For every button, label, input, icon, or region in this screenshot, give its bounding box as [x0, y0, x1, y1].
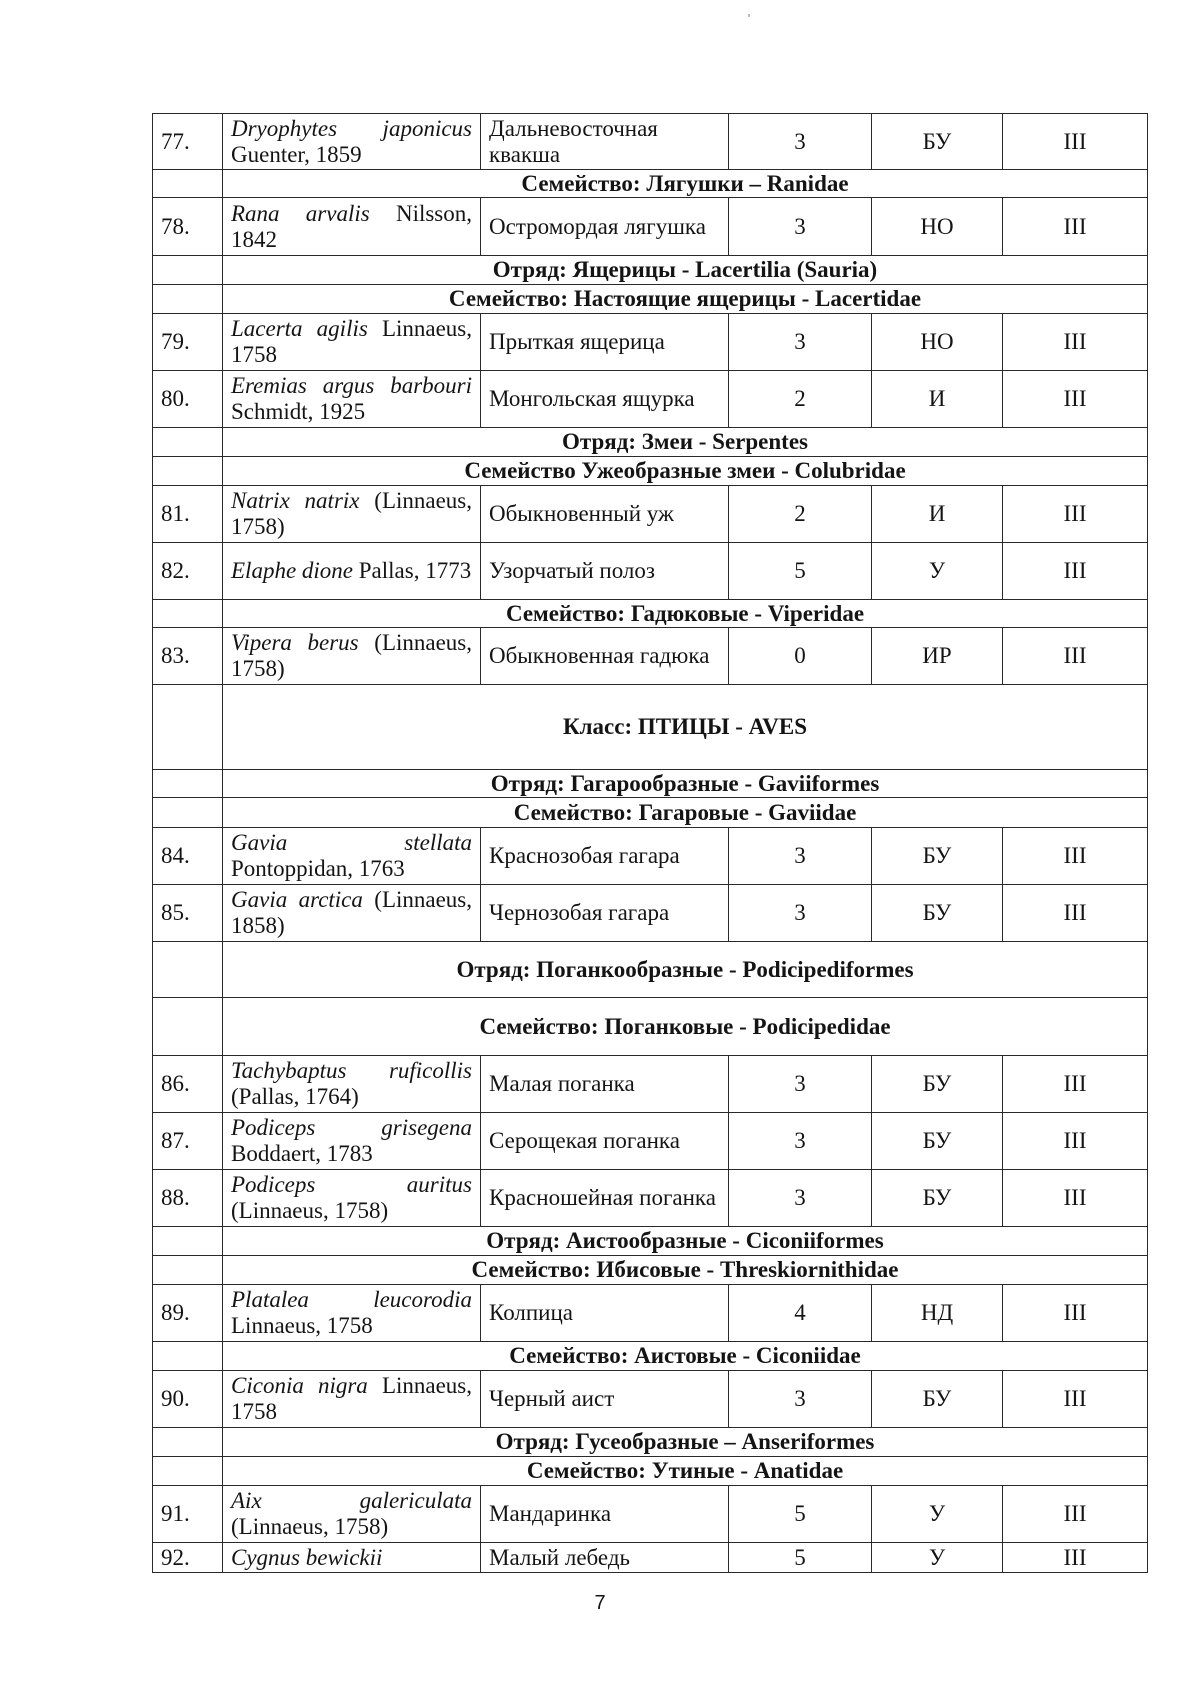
- russian-name: Остромордая лягушка: [481, 198, 729, 256]
- section-header: Класс: ПТИЦЫ - AVES: [223, 685, 1148, 770]
- status-code: ИР: [872, 628, 1003, 685]
- scientific-name: Eremias argus barbouri: [231, 373, 472, 398]
- species-table-body: [153, 114, 1148, 1573]
- row-number-empty: [153, 942, 223, 998]
- row-number-empty: [153, 600, 223, 628]
- row-number: 83.: [153, 628, 223, 685]
- scientific-name: Tachybaptus ruficollis: [231, 1058, 472, 1083]
- status-code: У: [872, 543, 1003, 600]
- section-header-row: [153, 170, 1148, 198]
- row-number-empty: [153, 1342, 223, 1371]
- status-code: У: [872, 1486, 1003, 1543]
- status-code: У: [872, 1543, 1003, 1573]
- row-number-empty: [153, 170, 223, 198]
- section-header: Семейство: Гагаровые - Gaviidae: [223, 798, 1148, 828]
- row-number-empty: [153, 256, 223, 285]
- taxon-author: Linnaeus, 1758: [231, 1313, 373, 1338]
- rarity-category: 3: [729, 1371, 872, 1428]
- rarity-category: 3: [729, 885, 872, 942]
- section-header: Семейство: Лягушки – Ranidae: [223, 170, 1148, 198]
- taxon-author: (Linnaeus, 1758): [231, 1514, 389, 1539]
- table-row: [153, 1056, 1148, 1113]
- row-number: 90.: [153, 1371, 223, 1428]
- rarity-category: 2: [729, 371, 872, 428]
- section-header: Отряд: Змеи - Serpentes: [223, 428, 1148, 457]
- section-header-row: [153, 428, 1148, 457]
- section-header: Отряд: Гусеобразные – Anseriformes: [223, 1428, 1148, 1457]
- scientific-name: Platalea leucorodia: [231, 1287, 472, 1312]
- protection-column: III: [1003, 1371, 1148, 1428]
- protection-column: III: [1003, 1285, 1148, 1342]
- table-row: [153, 628, 1148, 685]
- row-number-empty: [153, 798, 223, 828]
- section-header-row: [153, 942, 1148, 998]
- latin-name-cell: [223, 1371, 481, 1428]
- scientific-name: Podiceps auritus: [231, 1172, 472, 1197]
- section-header-row: [153, 600, 1148, 628]
- rarity-category: 5: [729, 1543, 872, 1573]
- taxon-author: Schmidt, 1925: [231, 399, 366, 424]
- table-row: [153, 543, 1148, 600]
- rarity-category: 4: [729, 1285, 872, 1342]
- scientific-name: Lacerta agilis: [231, 316, 368, 341]
- taxon-author: Guenter, 1859: [231, 141, 362, 167]
- rarity-category: 0: [729, 628, 872, 685]
- row-number: 85.: [153, 885, 223, 942]
- section-header-row: [153, 1342, 1148, 1371]
- taxon-author: (Linnaeus, 1758): [231, 488, 472, 539]
- scientific-name: Dryophytes japonicus: [231, 115, 472, 141]
- scientific-name: Natrix natrix: [231, 488, 360, 513]
- row-number: 91.: [153, 1486, 223, 1543]
- row-number: 77.: [153, 114, 223, 170]
- rarity-category: 5: [729, 543, 872, 600]
- latin-name-cell: [223, 885, 481, 942]
- russian-name: Мандаринка: [481, 1486, 729, 1543]
- rarity-category: 3: [729, 314, 872, 371]
- russian-name: Дальневосточная квакша: [481, 114, 729, 170]
- section-header-row: [153, 1428, 1148, 1457]
- latin-name-cell: [223, 1486, 481, 1543]
- taxon-author: Pontoppidan, 1763: [231, 856, 405, 881]
- section-header-row: [153, 798, 1148, 828]
- status-code: НД: [872, 1285, 1003, 1342]
- section-header-row: [153, 256, 1148, 285]
- section-header: Семейство: Настоящие ящерицы - Lacertidae: [223, 285, 1148, 314]
- row-number: 89.: [153, 1285, 223, 1342]
- protection-column: III: [1003, 885, 1148, 942]
- section-header-row: [153, 685, 1148, 770]
- table-row: [153, 198, 1148, 256]
- protection-column: III: [1003, 828, 1148, 885]
- table-row: [153, 1486, 1148, 1543]
- protection-column: III: [1003, 114, 1148, 170]
- rarity-category: 3: [729, 114, 872, 170]
- taxon-author: Linnaeus, 1758: [231, 316, 473, 367]
- scientific-name: Ciconia nigra: [231, 1373, 368, 1398]
- taxon-author: Boddaert, 1783: [231, 1141, 373, 1166]
- status-code: БУ: [872, 1113, 1003, 1170]
- latin-name-cell: [223, 314, 481, 371]
- section-header: Семейство: Ибисовые - Threskiornithidae: [223, 1256, 1148, 1285]
- table-row: [153, 885, 1148, 942]
- section-header: Семейство: Аистовые - Ciconiidae: [223, 1342, 1148, 1371]
- latin-name-cell: [223, 1170, 481, 1227]
- taxon-author: (Linnaeus, 1758): [231, 1198, 389, 1223]
- scientific-name: Elaphe dione: [231, 558, 353, 583]
- latin-name-cell: [223, 371, 481, 428]
- rarity-category: 3: [729, 1056, 872, 1113]
- status-code: БУ: [872, 828, 1003, 885]
- section-header-row: [153, 1227, 1148, 1256]
- russian-name: Монгольская ящурка: [481, 371, 729, 428]
- section-header: Отряд: Гагарообразные - Gaviiformes: [223, 770, 1148, 798]
- latin-name-cell: [223, 628, 481, 685]
- row-number: 88.: [153, 1170, 223, 1227]
- section-header-row: [153, 285, 1148, 314]
- row-number: 80.: [153, 371, 223, 428]
- scientific-name: Gavia stellata: [231, 830, 472, 855]
- section-header-row: [153, 1457, 1148, 1486]
- protection-column: III: [1003, 543, 1148, 600]
- row-number: 78.: [153, 198, 223, 256]
- taxon-author: Nilsson, 1842: [231, 200, 472, 252]
- table-row: [153, 1285, 1148, 1342]
- latin-name-cell: [223, 114, 481, 170]
- scientific-name: Podiceps grisegena: [231, 1115, 472, 1140]
- section-header-row: [153, 1256, 1148, 1285]
- rarity-category: 3: [729, 828, 872, 885]
- russian-name: Красношейная поганка: [481, 1170, 729, 1227]
- protection-column: III: [1003, 1543, 1148, 1573]
- latin-name-cell: [223, 198, 481, 256]
- rarity-category: 3: [729, 1113, 872, 1170]
- row-number-empty: [153, 685, 223, 770]
- section-header: Отряд: Ящерицы - Lacertilia (Sauria): [223, 256, 1148, 285]
- table-row: [153, 314, 1148, 371]
- section-header: Семейство: Поганковые - Podicipedidae: [223, 998, 1148, 1056]
- row-number-empty: [153, 1428, 223, 1457]
- protection-column: III: [1003, 1170, 1148, 1227]
- russian-name: Малая поганка: [481, 1056, 729, 1113]
- scientific-name: Vipera berus: [231, 630, 359, 655]
- status-code: И: [872, 486, 1003, 543]
- row-number-empty: [153, 1256, 223, 1285]
- status-code: БУ: [872, 1056, 1003, 1113]
- russian-name: Краснозобая гагара: [481, 828, 729, 885]
- russian-name: Обыкновенная гадюка: [481, 628, 729, 685]
- row-number: 92.: [153, 1543, 223, 1573]
- russian-name: Узорчатый полоз: [481, 543, 729, 600]
- row-number-empty: [153, 428, 223, 457]
- table-row: [153, 1543, 1148, 1573]
- section-header: Отряд: Аистообразные - Ciconiiformes: [223, 1227, 1148, 1256]
- protection-column: III: [1003, 314, 1148, 371]
- status-code: И: [872, 371, 1003, 428]
- scientific-name: Rana arvalis: [231, 200, 370, 226]
- row-number: 81.: [153, 486, 223, 543]
- species-table: [152, 113, 1148, 1573]
- rarity-category: 2: [729, 486, 872, 543]
- russian-name: Черный аист: [481, 1371, 729, 1428]
- taxon-author: Linnaeus, 1758: [231, 1373, 473, 1424]
- row-number: 82.: [153, 543, 223, 600]
- status-code: НО: [872, 314, 1003, 371]
- row-number-empty: [153, 1457, 223, 1486]
- russian-name: Серощекая поганка: [481, 1113, 729, 1170]
- latin-name-cell: [223, 543, 481, 600]
- protection-column: III: [1003, 1056, 1148, 1113]
- status-code: НО: [872, 198, 1003, 256]
- latin-name-cell: [223, 1056, 481, 1113]
- latin-name-cell: [223, 486, 481, 543]
- table-row: [153, 1113, 1148, 1170]
- table-row: [153, 371, 1148, 428]
- latin-name-cell: [223, 828, 481, 885]
- row-number-empty: [153, 457, 223, 486]
- status-code: БУ: [872, 1371, 1003, 1428]
- protection-column: III: [1003, 628, 1148, 685]
- taxon-author: (Linnaeus, 1858): [231, 887, 472, 938]
- table-row: [153, 828, 1148, 885]
- section-header: Семейство: Утиные - Anatidae: [223, 1457, 1148, 1486]
- section-header-row: [153, 998, 1148, 1056]
- protection-column: III: [1003, 486, 1148, 543]
- section-header: Семейство Ужеобразные змеи - Colubridae: [223, 457, 1148, 486]
- russian-name: Чернозобая гагара: [481, 885, 729, 942]
- rarity-category: 5: [729, 1486, 872, 1543]
- protection-column: III: [1003, 198, 1148, 256]
- russian-name: Обыкновенный уж: [481, 486, 729, 543]
- scan-artifact: [748, 14, 750, 17]
- scientific-name: Gavia arctica: [231, 887, 363, 912]
- russian-name: Прыткая ящерица: [481, 314, 729, 371]
- latin-name-cell: [223, 1113, 481, 1170]
- table-row: [153, 1371, 1148, 1428]
- russian-name: Колпица: [481, 1285, 729, 1342]
- status-code: БУ: [872, 114, 1003, 170]
- rarity-category: 3: [729, 198, 872, 256]
- row-number-empty: [153, 285, 223, 314]
- russian-name: Малый лебедь: [481, 1543, 729, 1573]
- rarity-category: 3: [729, 1170, 872, 1227]
- row-number-empty: [153, 770, 223, 798]
- protection-column: III: [1003, 1486, 1148, 1543]
- row-number-empty: [153, 998, 223, 1056]
- row-number: 87.: [153, 1113, 223, 1170]
- row-number: 79.: [153, 314, 223, 371]
- scientific-name: Aix galericulata: [231, 1488, 472, 1513]
- row-number: 86.: [153, 1056, 223, 1113]
- section-header: Семейство: Гадюковые - Viperidae: [223, 600, 1148, 628]
- table-row: [153, 1170, 1148, 1227]
- row-number-empty: [153, 1227, 223, 1256]
- section-header-row: [153, 457, 1148, 486]
- latin-name-cell: [223, 1543, 481, 1573]
- latin-name-cell: [223, 1285, 481, 1342]
- taxon-author: (Pallas, 1764): [231, 1084, 359, 1109]
- section-header: Отряд: Поганкообразные - Podicipediformes: [223, 942, 1148, 998]
- row-number: 84.: [153, 828, 223, 885]
- page-number: 7: [594, 1592, 606, 1614]
- taxon-author: (Linnaeus, 1758): [231, 630, 472, 681]
- taxon-author: Pallas, 1773: [358, 558, 472, 583]
- status-code: БУ: [872, 885, 1003, 942]
- table-row: [153, 114, 1148, 170]
- table-row: [153, 486, 1148, 543]
- protection-column: III: [1003, 1113, 1148, 1170]
- status-code: БУ: [872, 1170, 1003, 1227]
- scientific-name: Cygnus bewickii: [231, 1544, 383, 1570]
- section-header-row: [153, 770, 1148, 798]
- protection-column: III: [1003, 371, 1148, 428]
